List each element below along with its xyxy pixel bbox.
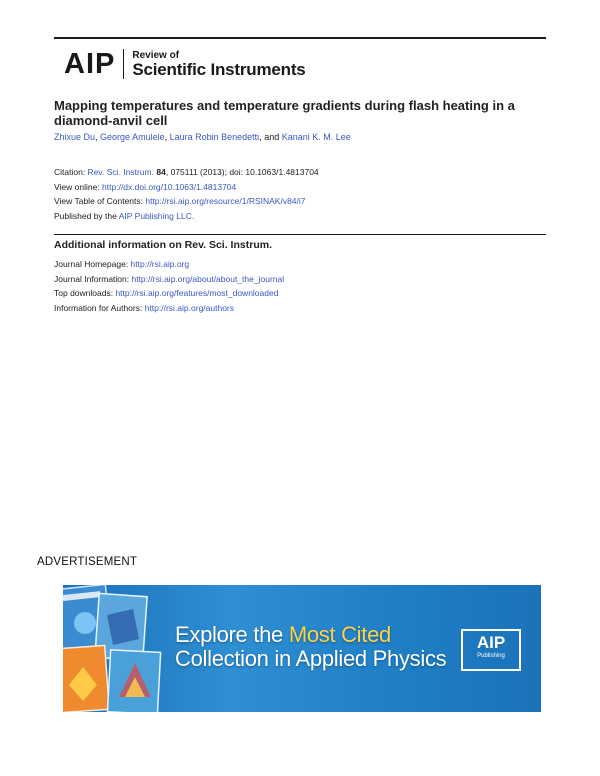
- info-row: [54, 301, 284, 316]
- journal-covers-image: [63, 585, 173, 712]
- additional-info-list: [54, 257, 284, 315]
- citation-block: [54, 165, 319, 223]
- info-row: [54, 257, 284, 272]
- journal-name-bottom: Scientific Instruments: [132, 59, 306, 79]
- advertisement-label: ADVERTISEMENT: [37, 556, 138, 568]
- author-list: [54, 132, 351, 142]
- citation-row: [54, 165, 319, 180]
- info-link[interactable]: http://rsi.aip.org/authors: [144, 302, 235, 313]
- journal-name-top: Review of: [132, 49, 180, 61]
- author-link[interactable]: Laura Robin Benedetti: [169, 132, 260, 142]
- section-rule: [54, 234, 546, 235]
- info-label: Information for Authors:: [54, 302, 145, 313]
- journal-name: [132, 51, 305, 78]
- article-title: Mapping temperatures and temperature gradients during flash heating in a diamond-anvil cell: [54, 98, 515, 128]
- view-online-label: View online:: [54, 181, 103, 192]
- info-link[interactable]: http://rsi.aip.org/features/most_downloaded: [115, 288, 279, 298]
- aip-publishing-logo-small: Publishing: [477, 653, 505, 659]
- aip-publishing-logo: [461, 629, 521, 671]
- author-link[interactable]: Zhixue Du: [54, 132, 96, 142]
- aip-logo-text: AIP: [64, 47, 116, 80]
- author-separator: , and: [259, 132, 282, 142]
- view-online-link[interactable]: http://dx.doi.org/10.1063/1.4813704: [102, 181, 237, 192]
- additional-info-heading: Additional information on Rev. Sci. Instrum.: [54, 239, 272, 251]
- advertisement-banner[interactable]: [63, 585, 541, 712]
- banner-line-1: [175, 623, 446, 647]
- info-label: Journal Information:: [54, 273, 132, 284]
- author-link[interactable]: Kanani K. M. Lee: [281, 132, 351, 142]
- toc-link[interactable]: http://rsi.aip.org/resource/1/RSINAK/v84/i7: [145, 196, 306, 206]
- author-separator: ,: [95, 132, 101, 142]
- toc-label: View Table of Contents:: [54, 196, 146, 206]
- publisher-link[interactable]: AIP Publishing LLC.: [118, 210, 195, 221]
- published-row: [54, 209, 319, 224]
- citation-label: Citation:: [54, 167, 88, 177]
- view-online-row: [54, 180, 319, 195]
- info-label: Top downloads:: [54, 288, 116, 298]
- info-row: [54, 272, 284, 287]
- published-label: Published by the: [54, 210, 119, 221]
- banner-line-1-start: Explore the: [175, 622, 289, 647]
- toc-row: [54, 194, 319, 209]
- citation-details: , 075111 (2013); doi: 10.1063/1.4813704: [165, 167, 319, 177]
- banner-line-2: Collection in Applied Physics: [175, 646, 447, 671]
- info-link[interactable]: http://rsi.aip.org/about/about_the_journal: [131, 273, 285, 284]
- info-row: [54, 286, 284, 301]
- author-separator: ,: [164, 132, 170, 142]
- aip-publishing-logo-big: AIP: [476, 633, 506, 652]
- info-label: Journal Homepage:: [54, 259, 131, 269]
- author-link[interactable]: George Amulele: [100, 132, 165, 142]
- volume-number: 84: [156, 167, 166, 177]
- info-link[interactable]: http://rsi.aip.org: [130, 259, 190, 269]
- journal-logo[interactable]: [64, 49, 306, 79]
- journal-abbrev-link[interactable]: Rev. Sci. Instrum.: [87, 167, 154, 177]
- banner-headline: [175, 623, 446, 671]
- logo-divider: [123, 49, 124, 79]
- header-rule: [54, 37, 546, 39]
- banner-highlight: Most Cited: [288, 622, 391, 647]
- aip-logo: [64, 47, 116, 80]
